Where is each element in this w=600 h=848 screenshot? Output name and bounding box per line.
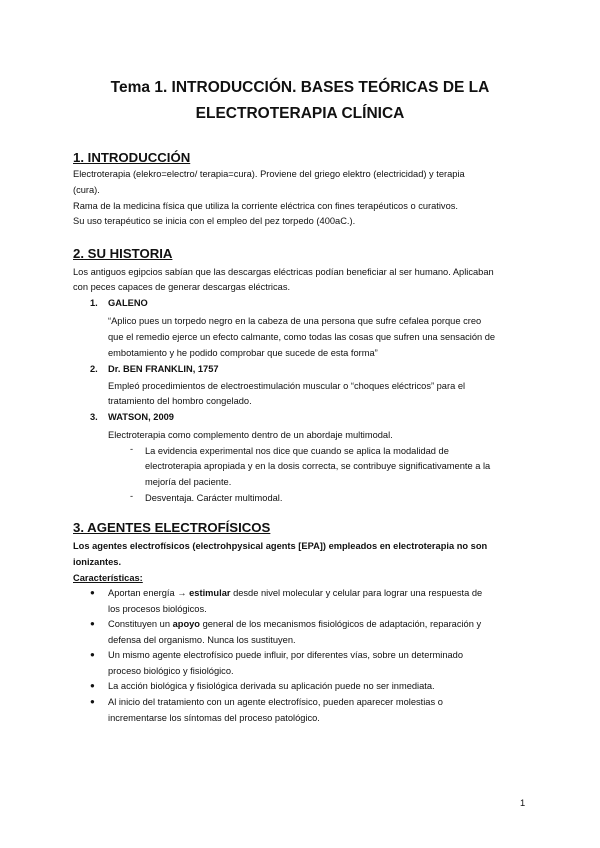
bullet-1-line-1: Aportan energía → estimular desde nivel molecular y celular para lograr una respuesta de — [108, 588, 483, 598]
bullet-4-glyph: ● — [90, 681, 95, 690]
history-item-2-line: Empleó procedimientos de electroestimulación muscular o “choques eléctricos” para el — [108, 381, 466, 391]
bullet-5-glyph: ● — [90, 697, 95, 706]
s1-paragraph-2: Rama de la medicina física que utiliza la corriente eléctrica con fines terapéuticos o curativos. — [73, 201, 458, 211]
history-item-1-line: que el remedio ejerce un efecto calmante, como todas las cosas que sufren una sensación de — [108, 332, 496, 342]
s3-bold-line-2: ionizantes. — [73, 557, 122, 567]
bullet-3-line-1: Un mismo agente electrofísico puede influir, por diferentes vías, sobre un determinado — [108, 650, 464, 660]
history-item-2-number: 2. — [90, 364, 98, 374]
section-2-heading: 2. SU HISTORIA — [73, 246, 173, 261]
history-item-3-name: WATSON, 2009 — [108, 412, 174, 422]
s1-paragraph-3: Su uso terapéutico se inicia con el empleo del pez torpedo (400aC.). — [73, 216, 356, 226]
section-1-heading: 1. INTRODUCCIÓN — [73, 150, 191, 165]
bullet-2-line-1: Constituyen un apoyo general de los mecanismos fisiológicos de adaptación, reparación y — [108, 619, 482, 629]
history-item-3-number: 3. — [90, 412, 98, 422]
subitem-2-line: Desventaja. Carácter multimodal. — [145, 493, 283, 503]
s2-intro-line-2: con peces capaces de generar descargas eléctricas. — [73, 282, 291, 292]
page-number: 1 — [520, 798, 526, 808]
s2-intro-line-1: Los antiguos egipcios sabían que las descargas eléctricas podían beneficiar al ser humano. Aplicaban — [73, 267, 494, 277]
section-3-heading: 3. AGENTES ELECTROFÍSICOS — [73, 520, 271, 535]
bullet-2-glyph: ● — [90, 619, 95, 628]
history-item-1-name: GALENO — [108, 298, 148, 308]
bullet-1-glyph: ● — [90, 588, 95, 597]
bullet-5-line-2: incrementarse los síntomas del proceso patológico. — [108, 713, 320, 723]
history-item-1-line: “Aplico pues un torpedo negro en la cabeza de una persona que sufre cefalea porque creo — [108, 316, 482, 326]
bullet-4-line-1: La acción biológica y fisiológica derivada su aplicación puede no ser inmediata. — [108, 681, 435, 691]
subitem-1-line: electroterapia apropiada y en la dosis correcta, se contribuye significativamente a la — [145, 461, 491, 471]
history-item-2-line: tratamiento del hombro congelado. — [108, 396, 252, 406]
s1-paragraph-1-line-2: (cura). — [73, 185, 100, 195]
subitem-2-dash: - — [130, 491, 134, 501]
history-item-2-name: Dr. BEN FRANKLIN, 1757 — [108, 364, 219, 374]
s1-paragraph-1-line-1: Electroterapia (elekro=electro/ terapia=cura). Proviene del griego elektro (electricidad) y terapia — [73, 169, 465, 179]
document-title — [60, 75, 540, 127]
history-item-3-line: Electroterapia como complemento dentro de un abordaje multimodal. — [108, 430, 393, 440]
subitem-1-line: mejoría del paciente. — [145, 477, 232, 487]
title-line-1: Tema 1. INTRODUCCIÓN. BASES TEÓRICAS DE LA — [110, 79, 490, 96]
bullet-1-line-2: los procesos biológicos. — [108, 604, 207, 614]
bullet-3-glyph: ● — [90, 650, 95, 659]
bullet-3-line-2: proceso biológico y fisiológico. — [108, 666, 234, 676]
characteristics-label: Características: — [73, 573, 143, 583]
history-item-1-line: embotamiento y he podido comprobar que sucede de esta forma” — [108, 348, 378, 358]
bullet-5-line-1: Al inicio del tratamiento con un agente electrofísico, pueden aparecer molestias o — [108, 697, 443, 707]
history-item-1-number: 1. — [90, 298, 98, 308]
bullet-2-line-2: defensa del organismo. Nunca los sustituyen. — [108, 635, 296, 645]
s3-bold-line-1: Los agentes electrofísicos (electrohpysical agents [EPA]) empleados en electroterapia no son — [73, 541, 488, 551]
title-line-2: ELECTROTERAPIA CLÍNICA — [195, 105, 405, 122]
subitem-1-line: La evidencia experimental nos dice que cuando se aplica la modalidad de — [145, 446, 449, 456]
subitem-1-dash: - — [130, 444, 134, 454]
